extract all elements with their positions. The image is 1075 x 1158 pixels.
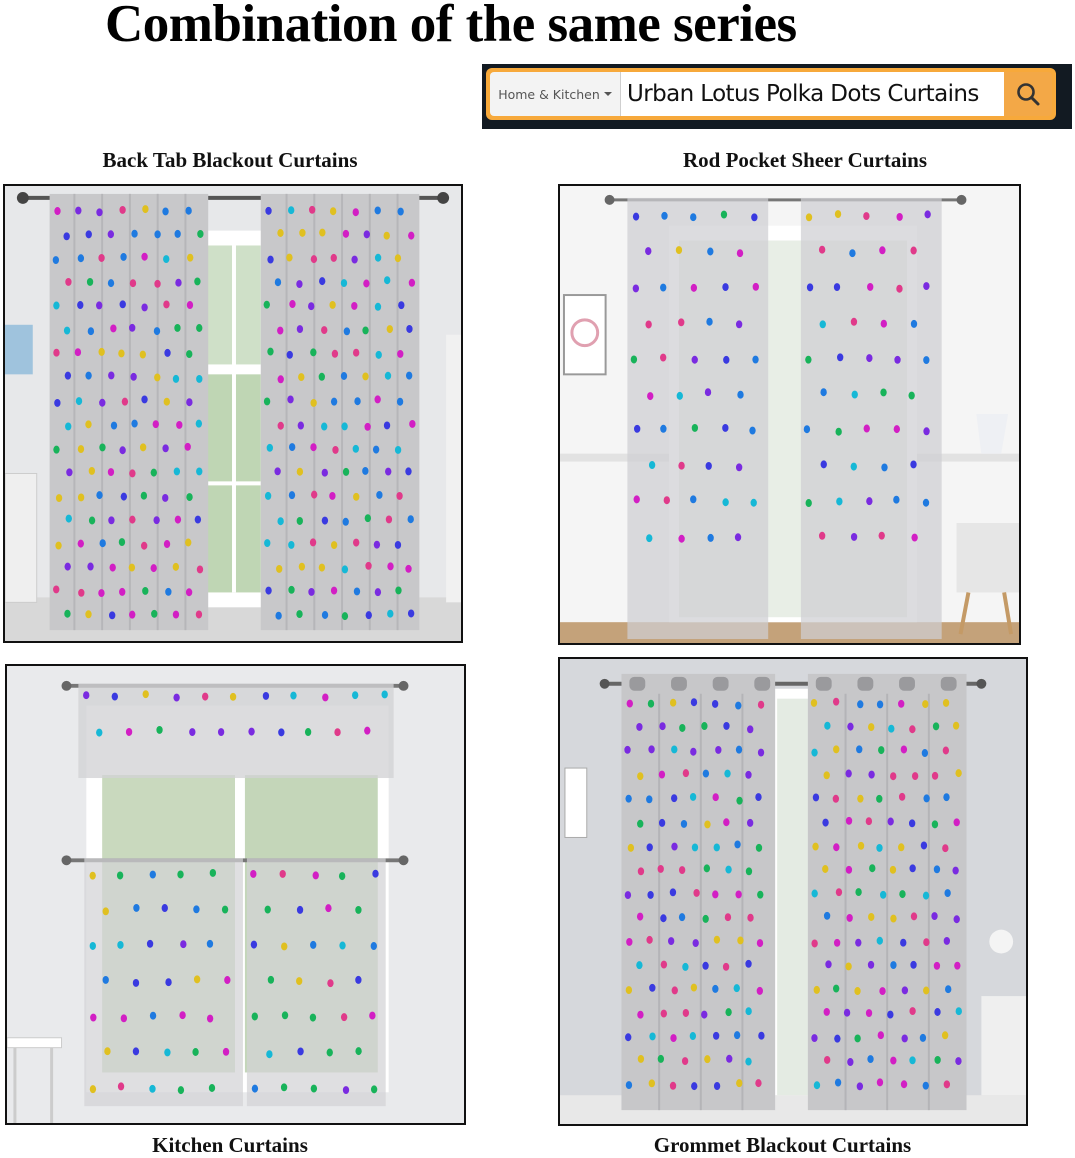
search-button[interactable] — [1004, 72, 1052, 116]
product-image-kitchen-curtains[interactable] — [5, 664, 466, 1125]
search-input[interactable] — [621, 72, 1004, 116]
page-title: Combination of the same series — [105, 0, 797, 53]
department-dropdown[interactable] — [490, 72, 621, 116]
search-bar-frame — [486, 68, 1056, 120]
chevron-down-icon — [604, 92, 612, 96]
product-image-rod-pocket-curtains[interactable] — [558, 184, 1021, 645]
panel-label-rod-pocket: Rod Pocket Sheer Curtains — [682, 148, 928, 172]
product-image-back-tab-curtains[interactable] — [3, 184, 463, 643]
panel-label-back-tab: Back Tab Blackout Curtains — [102, 148, 358, 172]
search-icon — [1015, 81, 1041, 107]
department-label: Home & Kitchen — [498, 86, 600, 102]
search-bar — [482, 64, 1072, 129]
panel-label-kitchen: Kitchen Curtains — [152, 1133, 308, 1157]
panel-label-grommet: Grommet Blackout Curtains — [653, 1133, 912, 1157]
product-image-grommet-curtains[interactable] — [558, 657, 1028, 1126]
